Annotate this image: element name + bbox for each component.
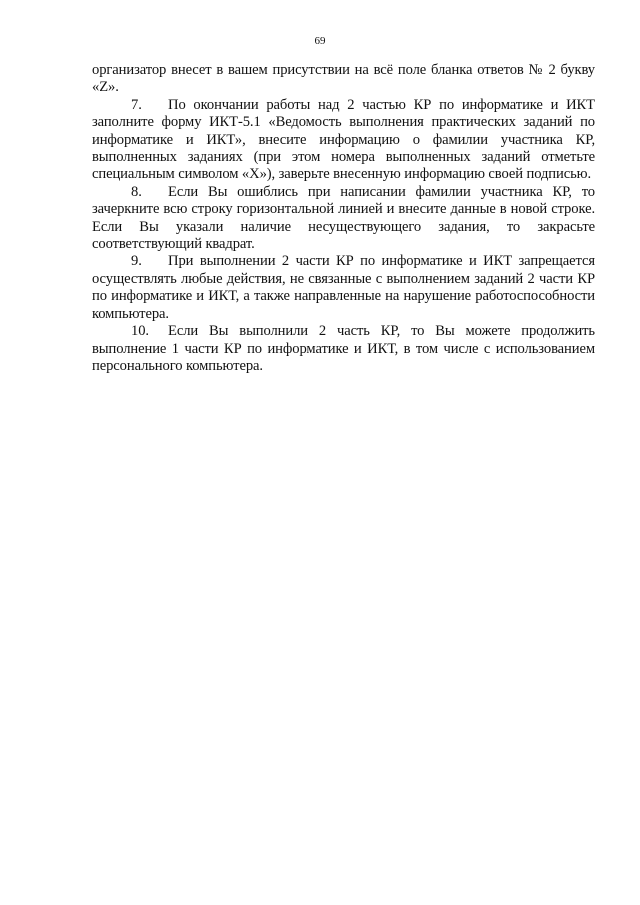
paragraph-continuation: организатор внесет в вашем присутствии на всё поле бланка ответов № 2 букву «Z». (92, 62, 595, 96)
paragraph-number: 8. (131, 183, 142, 200)
paragraph-item-8 (92, 184, 595, 254)
paragraph-number: 9. (131, 253, 142, 270)
paragraph-text: При выполнении 2 части КР по информатике и ИКТ запрещается осуществлять любые действия, не связанные с выполнением заданий 2 части КР по информатике и ИКТ, а также направленные на нарушение работоспособности компьютера. (92, 253, 595, 322)
paragraph-text: Если Вы ошиблись при написании фамилии участника КР, то зачеркните всю строку горизонтальной линией и внесите данные в новой строке. Если Вы указали наличие несуществующего задания, то закрасьте соответствующий квадрат. (92, 183, 595, 253)
paragraph-item-10 (92, 323, 595, 375)
paragraph-number: 10. (131, 323, 149, 340)
paragraph-item-9 (92, 253, 595, 323)
paragraph-item-7 (92, 97, 595, 184)
paragraph-text: Если Вы выполнили 2 часть КР, то Вы можете продолжить выполнение 1 части КР по информатике и ИКТ, в том числе с использованием персонального компьютера. (92, 323, 595, 374)
paragraph-number: 7. (131, 96, 142, 113)
document-body (92, 62, 595, 375)
page-number: 69 (314, 35, 326, 47)
paragraph-text: По окончании работы над 2 частью КР по информатике и ИКТ заполните форму ИКТ-5.1 «Ведомость выполнения практических заданий по информатике и ИКТ», внесите информацию о фамилии участника КР, выполненных заданиях (при этом номера выполненных заданий отметьте специальным символом «X»), заверьте внесенную информацию своей подписью. (92, 96, 595, 183)
